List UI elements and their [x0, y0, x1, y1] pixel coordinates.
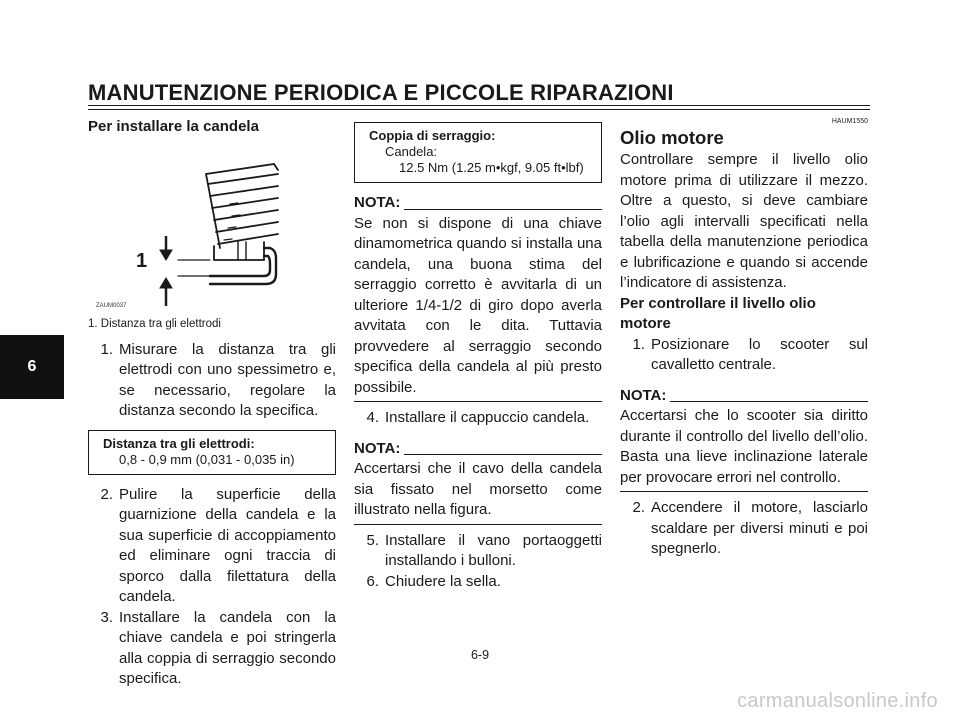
spec-label: Distanza tra gli elettrodi: — [103, 435, 255, 451]
title-rule-top — [88, 105, 870, 106]
nota-body: Se non si dispone di una chiave dinamometrica quando si installa una candela, una buona stima del serraggio corretto è avvitarla di un ulteriore 1/4-1/2 di giro dopo averla avvitata con le dita. Tuttavia provvedere al serraggio secondo specifica della candela al più presto possibile. — [354, 214, 602, 403]
step-item — [620, 335, 868, 376]
step-item — [354, 531, 602, 572]
step-item — [354, 572, 602, 593]
nota-heading — [620, 386, 868, 407]
step-number: 2. — [632, 499, 645, 516]
intro-paragraph: Controllare sempre il livello olio motore prima di utilizzare il mezzo. Oltre a questo, si deve cambiare l’olio agli intervalli specificati nella tabella della manutenzione periodica e lubrificazione e quando si accende l’indicatore di assistenza. — [620, 151, 868, 291]
step-text: Chiudere la sella. — [385, 572, 501, 590]
torque-spec-box — [354, 122, 602, 183]
nota-label: NOTA: — [354, 194, 401, 211]
step-number: 1. — [632, 335, 645, 353]
column-3 — [620, 117, 868, 560]
spark-plug-install-heading: Per installare la candela — [88, 118, 259, 135]
watermark: carmanualsonline.info — [737, 690, 938, 712]
figure-caption: 1. Distanza tra gli elettrodi — [88, 317, 221, 330]
section-title: Olio motore — [620, 127, 724, 148]
column-2 — [354, 122, 602, 592]
page-number: 6-9 — [470, 648, 490, 662]
step-text: Installare il cappuccio candela. — [385, 409, 590, 426]
spec-value: 12.5 Nm (1.25 m•kgf, 9.05 ft•lbf) — [399, 160, 584, 175]
step-item — [354, 408, 602, 429]
nota-body: Accertarsi che lo scooter sia diritto durante il controllo del livello dell’olio. Basta una lieve inclinazione laterale per provocare errori nel controllo. — [620, 406, 868, 492]
title-rule-bottom — [88, 109, 870, 110]
step-number: 3. — [100, 608, 113, 626]
reference-code: HAUM1550 — [831, 118, 868, 125]
step-number: 4. — [366, 409, 379, 426]
step-number: 5. — [366, 531, 379, 549]
spec-item: Candela: — [385, 144, 438, 159]
step-number: 6. — [366, 572, 379, 590]
step-item — [88, 340, 336, 422]
step-item — [88, 485, 336, 608]
step-text: Accendere il motore, lasciarlo scaldare per diversi minuti e poi spegnerlo. — [651, 499, 868, 557]
nota-label: NOTA: — [620, 386, 667, 404]
electrode-gap-spec-box — [88, 430, 336, 475]
column-1 — [88, 117, 336, 690]
spec-value: 0,8 - 0,9 mm (0,031 - 0,035 in) — [119, 451, 295, 467]
nota-label: NOTA: — [354, 439, 401, 457]
step-text: Installare il vano portaoggetti installando i bulloni. — [385, 531, 602, 569]
spec-label: Coppia di serraggio: — [369, 128, 496, 143]
figure-callout-number: 1 — [136, 249, 148, 272]
step-text: Posizionare lo scooter sul cavalletto centrale. — [651, 335, 868, 373]
nota-body: Accertarsi che il cavo della candela sia fissato nel morsetto come illustrato nella figura. — [354, 459, 602, 525]
spark-plug-illustration — [88, 138, 336, 313]
step-text: Pulire la superficie della guarnizione della candela e la sua superficie di accoppiamento ed eliminare ogni traccia di sporco dalla filettatura della candela. — [119, 485, 336, 605]
figure-code: ZAUM0037 — [96, 302, 127, 309]
page-title: MANUTENZIONE PERIODICA E PICCOLE RIPARAZIONI — [88, 80, 674, 105]
step-number: 2. — [100, 485, 113, 503]
nota-heading — [354, 193, 602, 214]
spark-plug-figure — [88, 138, 336, 313]
step-item — [620, 498, 868, 560]
step-number: 1. — [100, 340, 113, 358]
step-text: Misurare la distanza tra gli elettrodi con uno spessimetro e, se necessario, regolare la distanza secondo la specifica. — [119, 340, 336, 419]
step-text: Installare la candela con la chiave candela e poi stringerla alla coppia di serraggio secondo specifica. — [119, 608, 336, 687]
chapter-tab: 6 — [0, 335, 64, 399]
subheading: Per controllare il livello olio motore — [620, 294, 816, 332]
nota-heading — [354, 439, 602, 460]
